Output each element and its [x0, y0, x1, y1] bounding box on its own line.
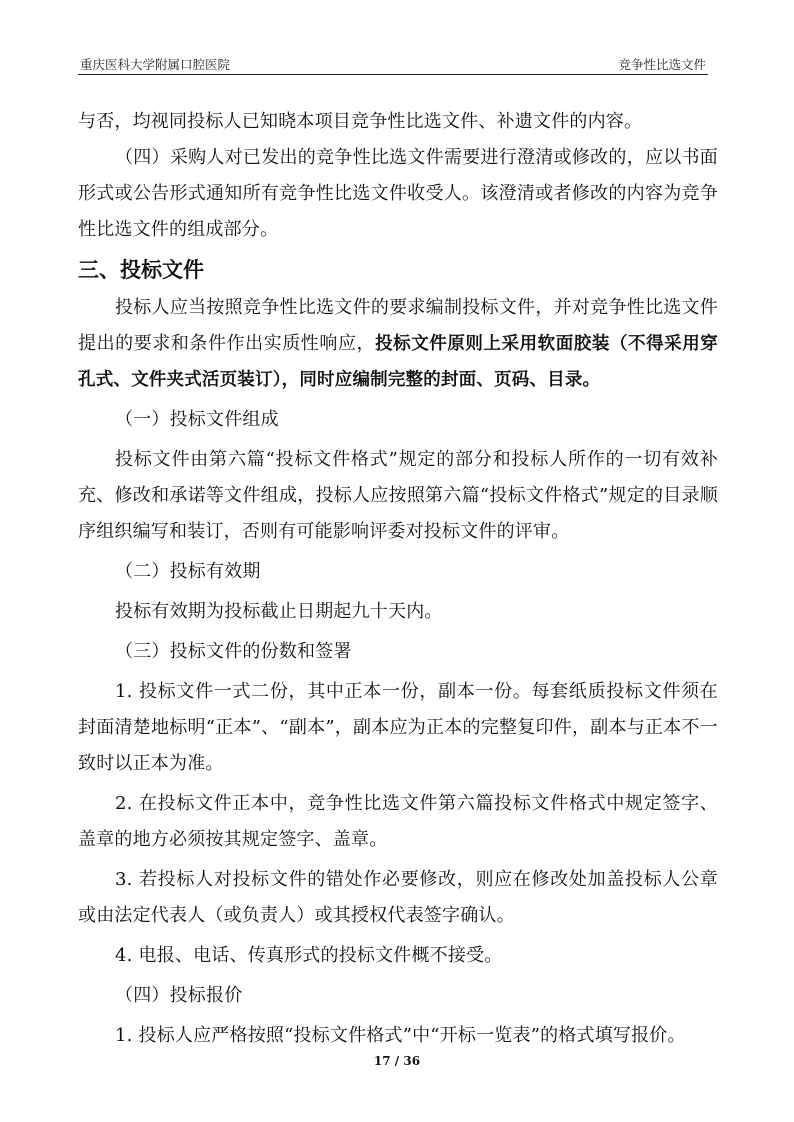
subsection-heading: （一）投标文件组成 — [115, 409, 279, 430]
paragraph-text: 投标人应当按照竞争性比选文件的要求编制投标文件，并对竞争性比选文件提出的要求和条件作出实质性响应， — [78, 297, 718, 354]
paragraph: 1. 投标文件一式二份，其中正本一份，副本一份。每套纸质投标文件须在封面清楚地标明“正本”、“副本”，副本应为正本的完整复印件，副本与正本不一致时以正本为准。 — [78, 681, 718, 774]
paragraph: 2. 在投标文件正本中，竞争性比选文件第六篇投标文件格式中规定签字、盖章的地方必须按其规定签字、盖章。 — [78, 793, 718, 850]
subsection-heading: （二）投标有效期 — [115, 561, 261, 582]
page-header — [78, 52, 708, 75]
section-heading: 三、投标文件 — [78, 258, 204, 282]
page-number: 17 / 36 — [373, 1054, 421, 1068]
paragraph-bold-text: 投标文件原则上采用软面胶装（不得采用穿孔式、文件夹式活页装订），同时应编制完整的封面、页码、目录。 — [78, 334, 718, 390]
paragraph: 1. 投标人应严格按照“投标文件格式”中“开标一览表”的格式填写报价。 — [115, 1025, 686, 1046]
paragraph: 投标有效期为投标截止日期起九十天内。 — [115, 601, 443, 622]
header-org-name: 重庆医科大学附属口腔医院 — [80, 57, 231, 72]
paragraph: 投标文件由第六篇“投标文件格式”规定的部分和投标人所作的一切有效补充、修改和承诺等文件组成，投标人应按照第六篇“投标文件格式”规定的目录顺序组织编写和装订，否则有可能影响评委对投标文件的评审。 — [78, 449, 718, 542]
paragraph: 4. 电报、电话、传真形式的投标文件概不接受。 — [115, 945, 503, 966]
paragraph: 与否，均视同投标人已知晓本项目竞争性比选文件、补遗文件的内容。 — [78, 111, 643, 132]
document-body — [78, 104, 718, 1054]
paragraph: （四）采购人对已发出的竞争性比选文件需要进行澄清或修改的，应以书面形式或公告形式通知所有竞争性比选文件收受人。该澄清或者修改的内容为竞争性比选文件的组成部分。 — [78, 147, 718, 240]
subsection-heading: （四）投标报价 — [115, 985, 243, 1006]
paragraph: 3. 若投标人对投标文件的错处作必要修改，则应在修改处加盖投标人公章或由法定代表人（或负责人）或其授权代表签字确认。 — [78, 869, 718, 926]
header-doc-title: 竞争性比选文件 — [618, 57, 706, 72]
subsection-heading: （三）投标文件的份数和签署 — [115, 641, 352, 662]
paragraph — [78, 290, 718, 398]
